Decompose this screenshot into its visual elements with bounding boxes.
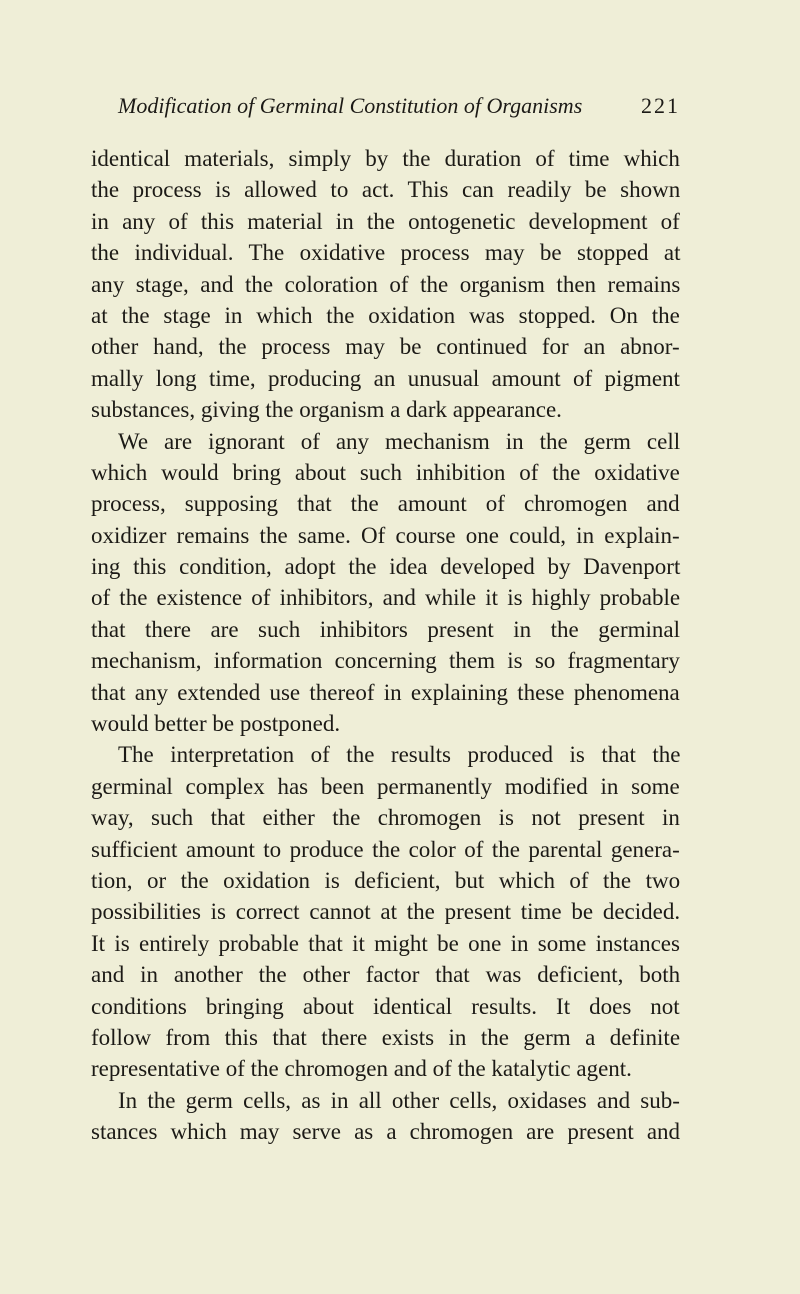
text-line: stances which may serve as a chromogen are present and: [91, 1119, 681, 1145]
text-line: substances, giving the organism a dark appearance.: [91, 397, 562, 423]
body-text: [91, 143, 680, 1148]
page-header: [118, 93, 680, 123]
text-line: sufficient amount to produce the color of the parental genera-: [91, 836, 680, 862]
paragraph-start-line: The interpretation of the results produced is that the: [118, 742, 681, 768]
text-line: germinal complex has been permanently modified in some: [91, 773, 680, 799]
text-line: the individual. The oxidative process may be stopped at: [91, 240, 681, 266]
text-line: the process is allowed to act. This can readily be shown: [91, 177, 681, 203]
text-line: process, supposing that the amount of chromogen and: [91, 491, 680, 517]
running-title: Modification of Germinal Constitution of Organisms: [118, 93, 583, 118]
text-line: mechanism, information concerning them is so fragmentary: [91, 648, 680, 674]
text-line: in any of this material in the ontogenetic development of: [91, 208, 680, 234]
text-line: which would bring about such inhibition of the oxidative: [91, 459, 680, 485]
text-line: conditions bringing about identical results. It does not: [91, 993, 680, 1019]
text-line: that there are such inhibitors present in the germinal: [91, 616, 681, 642]
text-line: It is entirely probable that it might be one in some instances: [91, 930, 680, 956]
paragraph-start-line: We are ignorant of any mechanism in the germ cell: [118, 428, 681, 454]
text-line: any stage, and the coloration of the organism then remains: [91, 271, 681, 297]
text-line: tion, or the oxidation is deficient, but which of the two: [91, 867, 681, 893]
text-line: follow from this that there exists in the germ a definite: [91, 1024, 681, 1050]
text-line: other hand, the process may be continued for an abnor-: [91, 334, 680, 360]
paragraph-start-line: In the germ cells, as in all other cells, oxidases and sub-: [118, 1087, 680, 1113]
text-line: oxidizer remains the same. Of course one could, in explain-: [91, 522, 680, 548]
text-line: way, such that either the chromogen is not present in: [91, 805, 680, 831]
text-line: and in another the other factor that was deficient, both: [91, 962, 681, 988]
text-line: possibilities is correct cannot at the present time be decided.: [91, 899, 681, 925]
text-line: at the stage in which the oxidation was stopped. On the: [91, 302, 680, 328]
text-line: would better be postponed.: [91, 711, 341, 737]
text-line: representative of the chromogen and of the katalytic agent.: [91, 1056, 632, 1082]
text-line: of the existence of inhibitors, and while it is highly probable: [91, 585, 681, 611]
text-line: that any extended use thereof in explaining these phenomena: [91, 679, 680, 705]
text-line: mally long time, producing an unusual amount of pigment: [91, 365, 680, 391]
text-line: ing this condition, adopt the idea developed by Davenport: [91, 554, 681, 580]
text-line: identical materials, simply by the duration of time which: [91, 146, 680, 171]
page-number: 221: [641, 93, 680, 118]
